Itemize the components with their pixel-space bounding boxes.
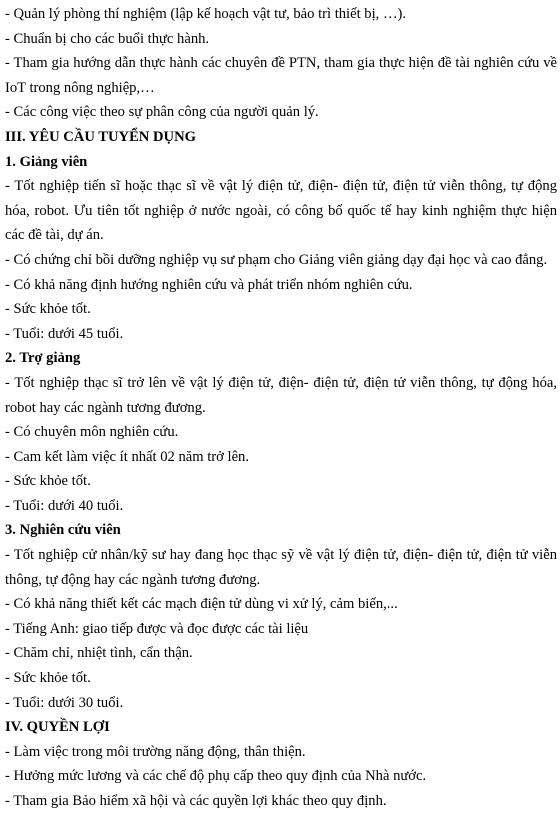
list-item: - Tham gia Bảo hiểm xã hội và các quyền lợi khác theo quy định. bbox=[5, 793, 387, 809]
section-heading-benefits: IV. QUYỀN LỢI bbox=[5, 719, 110, 736]
list-item: - Sức khỏe tốt. bbox=[5, 301, 91, 318]
assistant-requirements-list bbox=[5, 371, 557, 519]
benefits-list bbox=[5, 740, 557, 814]
list-item: - Quản lý phòng thí nghiệm (lập kế hoạch vật tư, bảo trì thiết bị, …). bbox=[5, 6, 407, 22]
list-item: - Sức khỏe tốt. bbox=[5, 473, 91, 490]
list-item: - Tuổi: dưới 30 tuổi. bbox=[5, 694, 124, 711]
list-item: - Tiếng Anh: giao tiếp được và đọc được các tài liệu bbox=[5, 620, 309, 637]
list-item: - Có chứng chỉ bồi dưỡng nghiệp vụ sư phạm cho Giảng viên giảng dạy đại học và cao đẳng. bbox=[5, 251, 548, 268]
list-item: - Tốt nghiệp cử nhân/kỹ sư hay đang học thạc sỹ về vật lý điện tử, điện- điện tử, điện tử viễn thông, tự động hay các ngành tương đương. bbox=[5, 547, 557, 588]
subheading-researcher: 3. Nghiên cứu viên bbox=[5, 522, 121, 539]
list-item: - Tốt nghiệp thạc sĩ trở lên về vật lý điện tử, điện- điện tử, điện tử viễn thông, tự động hóa, robot hay các ngành tương đương. bbox=[5, 374, 557, 416]
subheading-assistant: 2. Trợ giảng bbox=[5, 350, 81, 367]
section-heading-requirements: III. YÊU CẦU TUYỂN DỤNG bbox=[5, 128, 196, 145]
list-item: - Sức khỏe tốt. bbox=[5, 670, 91, 687]
list-item: - Có khả năng định hướng nghiên cứu và phát triển nhóm nghiên cứu. bbox=[5, 276, 413, 293]
subheading-lecturer: 1. Giảng viên bbox=[5, 153, 88, 170]
list-item: - Làm việc trong môi trường năng động, thân thiện. bbox=[5, 743, 306, 760]
list-item: - Chăm chỉ, nhiệt tình, cẩn thận. bbox=[5, 645, 193, 662]
list-item: - Cam kết làm việc ít nhất 02 năm trở lên. bbox=[5, 448, 249, 465]
list-item: - Hưởng mức lương và các chế độ phụ cấp theo quy định của Nhà nước. bbox=[5, 768, 427, 785]
list-item: - Các công việc theo sự phân công của người quản lý. bbox=[5, 104, 319, 121]
list-item: - Tuổi: dưới 45 tuổi. bbox=[5, 325, 124, 342]
researcher-requirements-list bbox=[5, 543, 557, 715]
list-item: - Tuổi: dưới 40 tuổi. bbox=[5, 497, 124, 514]
list-item: - Tham gia hướng dẫn thực hành các chuyên đề PTN, tham gia thực hiện đề tài nghiên cứu về IoT trong nông nghiệp,… bbox=[5, 55, 557, 96]
lecturer-requirements-list bbox=[5, 174, 557, 346]
list-item: - Có khả năng thiết kết các mạch điện tử dùng vi xử lý, cảm biến,... bbox=[5, 596, 398, 613]
list-item: - Có chuyên môn nghiên cứu. bbox=[5, 424, 179, 441]
intro-list bbox=[5, 2, 557, 125]
list-item: - Chuẩn bị cho các buổi thực hành. bbox=[5, 30, 210, 47]
list-item: - Tốt nghiệp tiến sĩ hoặc thạc sĩ về vật lý điện tử, điện- điện tử, điện tử viễn thông, tự động hóa, robot. Ưu tiên tốt nghiệp ở nước ngoài, có công bố quốc tế hay kinh nghiệm thực hiện các đề tài, dự án. bbox=[5, 178, 557, 244]
